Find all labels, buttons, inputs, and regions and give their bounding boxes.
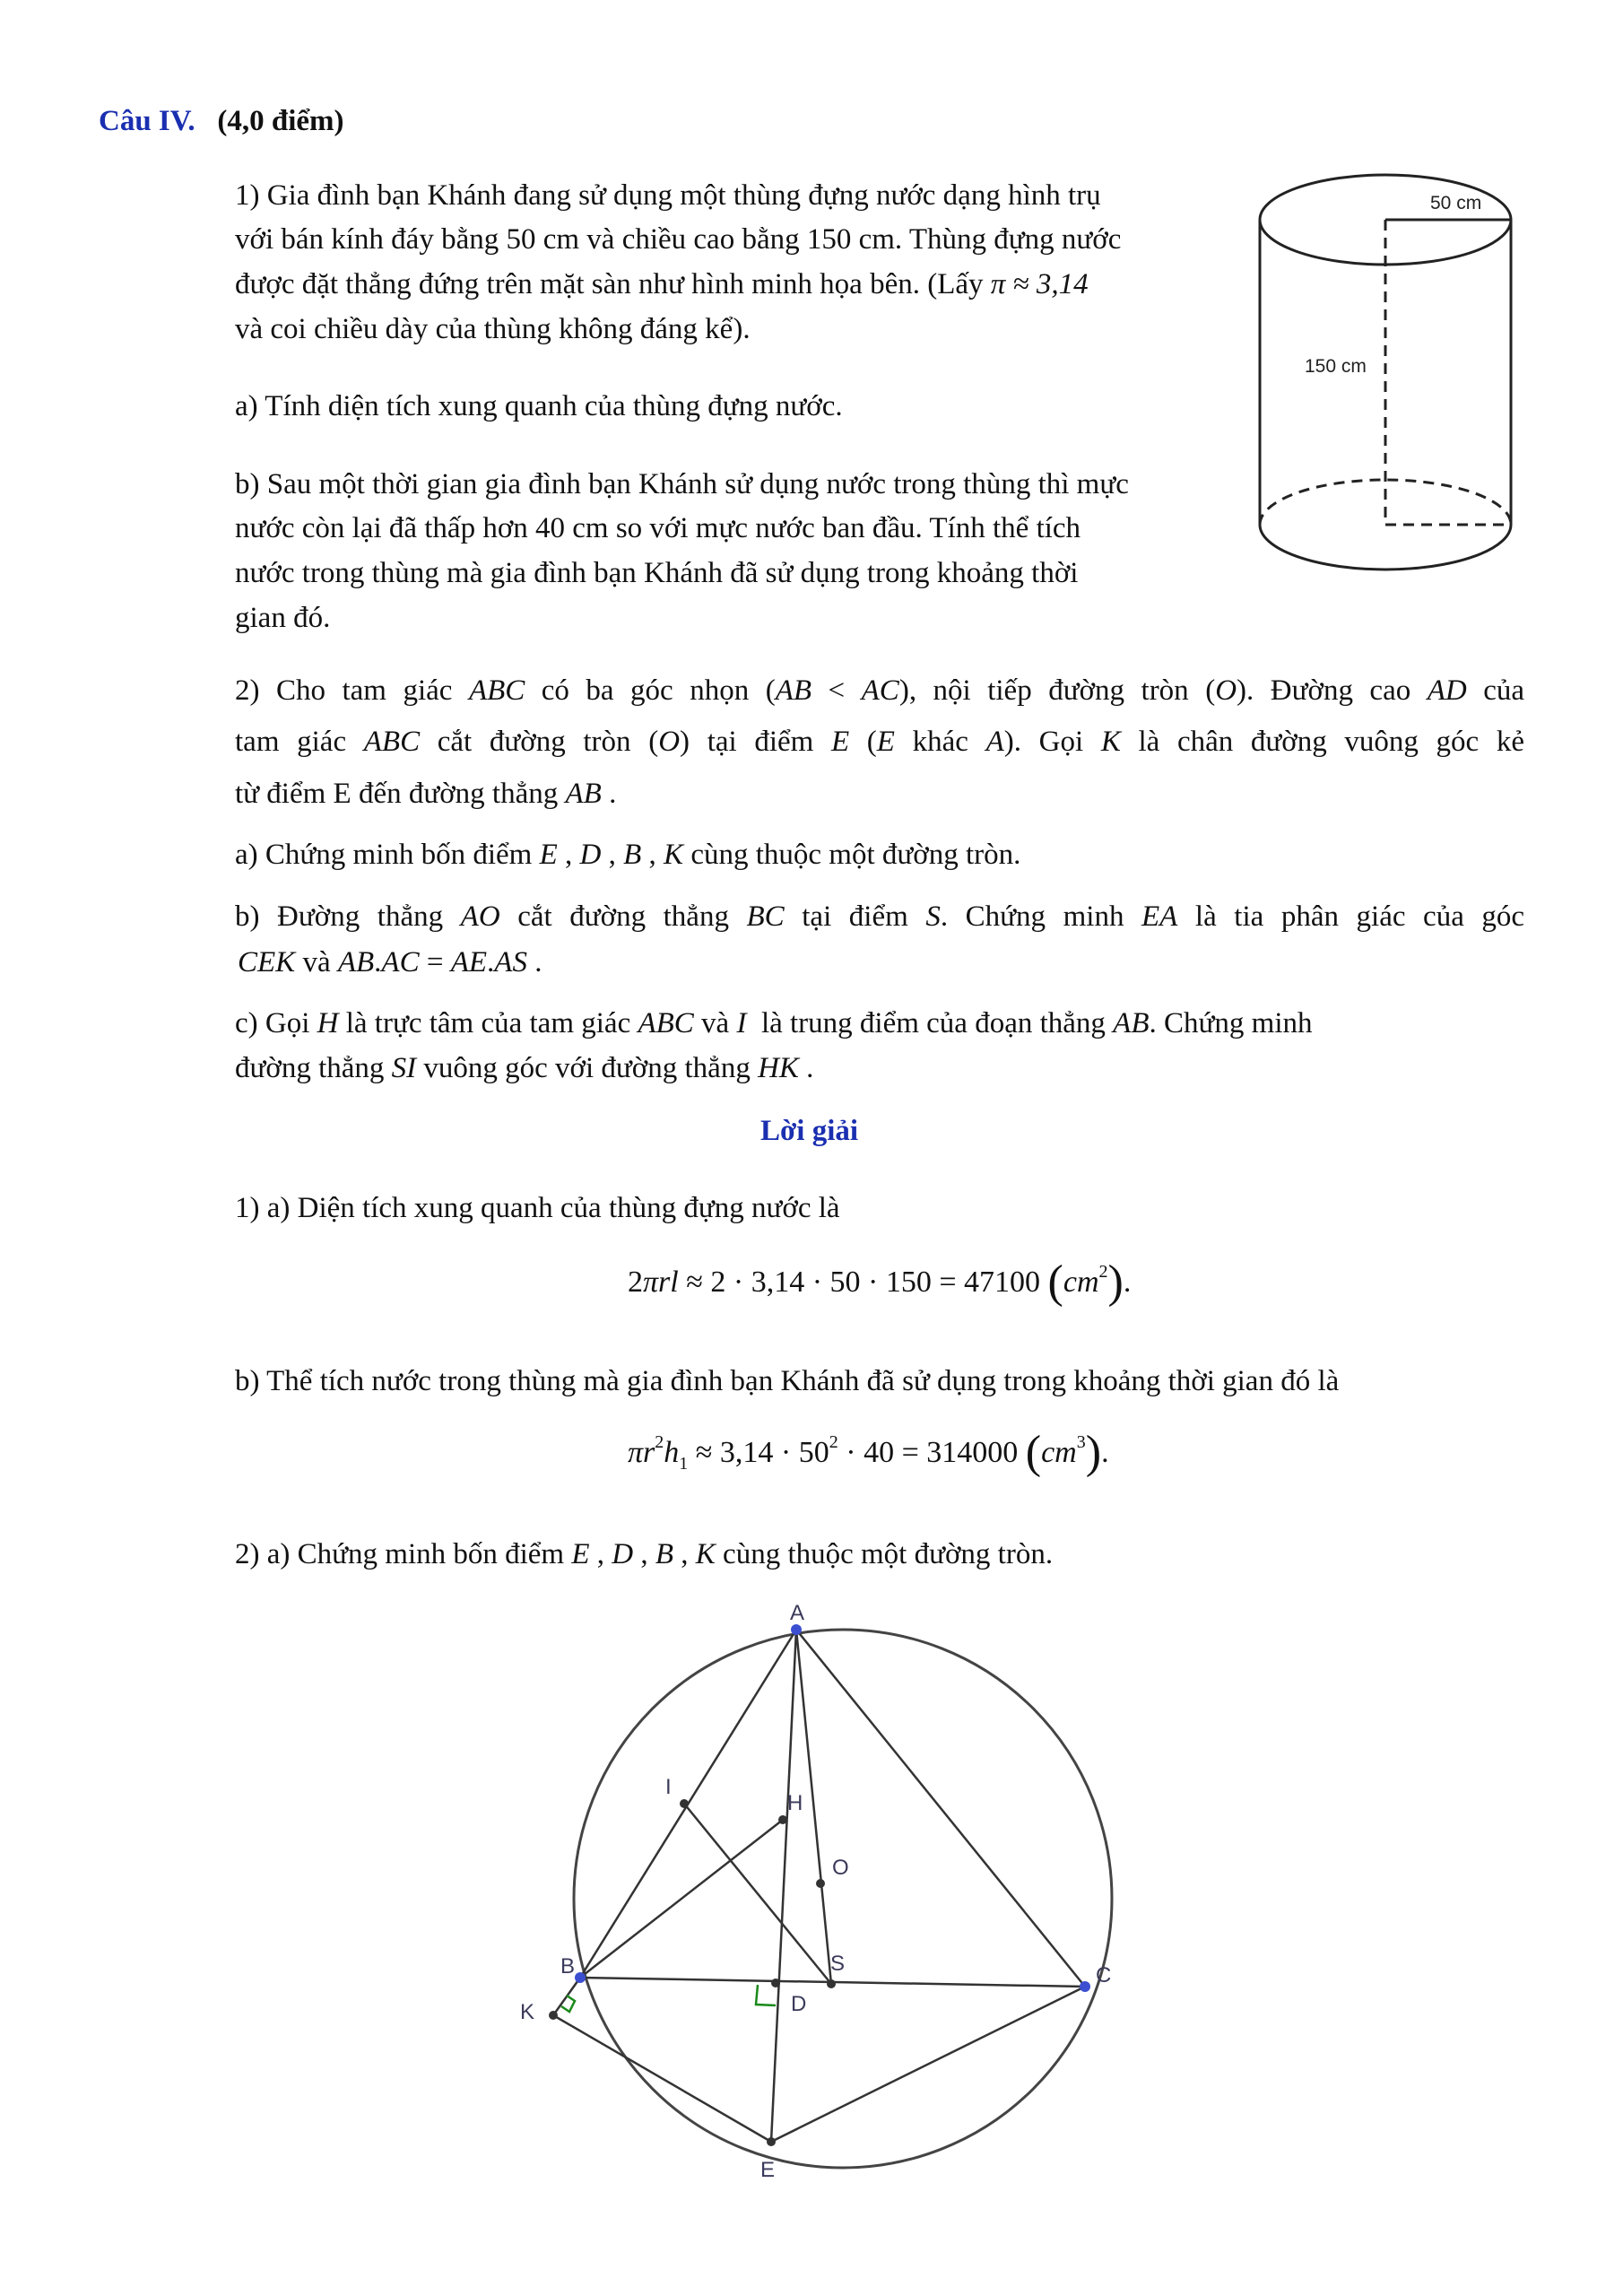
- label-C: C: [1096, 1963, 1112, 1987]
- label-K: K: [520, 2000, 535, 2024]
- part1-line: và coi chiều dày của thùng không đáng kể).: [235, 313, 751, 345]
- question-label: Câu IV.: [99, 105, 195, 137]
- label-E: E: [760, 2158, 776, 2182]
- point-C: [1080, 1981, 1090, 1992]
- geometry-figure: [484, 1596, 1202, 2206]
- part2-line: 2) Cho tam giác ABC có ba góc nhọn (AB < AC), nội tiếp đường tròn (O). Đường cao AD của: [235, 674, 1525, 707]
- part2-question-c: c) Gọi H là trực tâm của tam giác ABC và I là trung điểm của đoạn thẳng AB. Chứng minh: [235, 1007, 1313, 1039]
- point-B: [575, 1972, 586, 1983]
- part1-question-b: nước trong thùng mà gia đình bạn Khánh đã sử dụng trong khoảng thời: [235, 557, 1079, 589]
- label-D: D: [791, 1992, 807, 2016]
- label-H: H: [787, 1791, 803, 1815]
- part1-question-b: nước còn lại đã thấp hơn 40 cm so với mực nước ban đầu. Tính thể tích: [235, 512, 1081, 544]
- equation-volume: $\pi r^2h_1 \approx 3,14 \cdot 50^2 \cdot 40 = 314000$ $(cm^3)$.: [628, 1427, 1109, 1478]
- radius-label: 50 cm: [1430, 193, 1482, 213]
- height-label: 150 cm: [1305, 356, 1367, 377]
- label-A: A: [790, 1601, 805, 1625]
- point-K: [549, 2011, 558, 2020]
- question-header: [99, 99, 344, 144]
- part1-question-b: gian đó.: [235, 602, 331, 634]
- solution-1b: b) Thể tích nước trong thùng mà gia đình bạn Khánh đã sử dụng trong khoảng thời gian đó là: [235, 1365, 1340, 1397]
- point-I: [680, 1799, 689, 1808]
- point-S: [827, 1979, 836, 1988]
- part2-question-c: đường thẳng SI vuông góc với đường thẳng HK .: [235, 1052, 814, 1084]
- part1-line: 1) Gia đình bạn Khánh đang sử dụng một thùng đựng nước dạng hình trụ: [235, 179, 1101, 212]
- part2-question-a: a) Chứng minh bốn điểm E , D , B , K cùng thuộc một đường tròn.: [235, 839, 1021, 871]
- part1-question-b: b) Sau một thời gian gia đình bạn Khánh sử dụng nước trong thùng thì mực: [235, 468, 1129, 500]
- cylinder-bottom-front: [1260, 525, 1511, 570]
- equation-lateral-area: 2πrl ≈ 2 · 3,14 · 50 · 150 = 47100 $(cm^2)$.: [628, 1257, 1132, 1308]
- part1-question-a: a) Tính diện tích xung quanh của thùng đựng nước.: [235, 390, 843, 422]
- part2-question-b: CEK và AB.AC = AE.AS .: [238, 946, 542, 978]
- part2-question-b: b) Đường thẳng AO cắt đường thẳng BC tại điểm S. Chứng minh EA là tia phân giác của góc: [235, 900, 1525, 933]
- question-points: (4,0 điểm): [217, 105, 344, 137]
- solution-2a: 2) a) Chứng minh bốn điểm E , D , B , K cùng thuộc một đường tròn.: [235, 1538, 1054, 1570]
- label-B: B: [560, 1954, 576, 1979]
- point-E: [767, 2137, 776, 2146]
- part1-line: với bán kính đáy bằng 50 cm và chiều cao bằng 150 cm. Thùng đựng nước: [235, 223, 1122, 256]
- solution-title: Lời giải: [760, 1115, 859, 1147]
- pi-value: π ≈ 3,14: [990, 268, 1089, 300]
- point-A: [791, 1624, 802, 1635]
- point-D: [771, 1979, 780, 1987]
- label-I: I: [665, 1775, 672, 1799]
- point-O: [816, 1879, 825, 1888]
- label-O: O: [832, 1856, 849, 1880]
- cylinder-bottom-back: [1260, 480, 1511, 525]
- part2-line: tam giác ABC cắt đường tròn (O) tại điểm E (E khác A). Gọi K là chân đường vuông góc kẻ: [235, 726, 1525, 758]
- label-S: S: [830, 1952, 846, 1976]
- part2-line: từ điểm E đến đường thẳng AB .: [235, 778, 617, 810]
- cylinder-figure: [1242, 161, 1529, 583]
- point-H: [778, 1815, 787, 1824]
- solution-1a: 1) a) Diện tích xung quanh của thùng đựng nước là: [235, 1192, 840, 1224]
- part1-line: được đặt thẳng đứng trên mặt sàn như hình minh họa bên. (Lấy π ≈ 3,14: [235, 268, 1089, 300]
